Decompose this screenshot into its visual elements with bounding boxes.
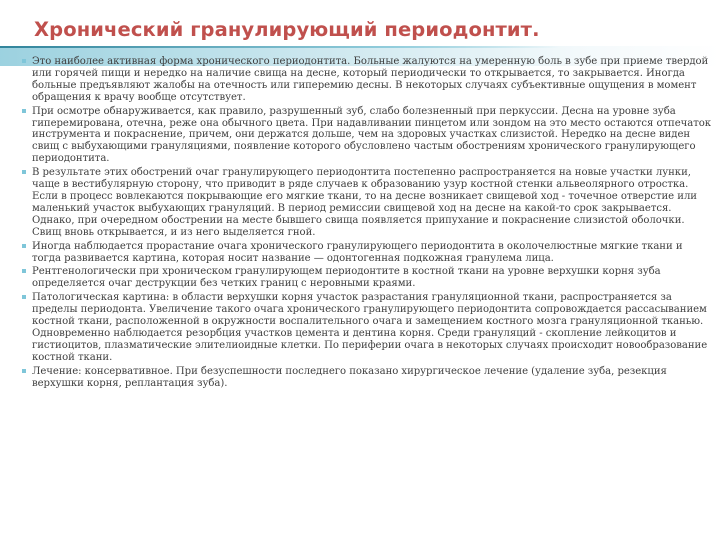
paragraph-granuloma: Иногда наблюдается прорастание очага хронического гранулирующего периодонтита в околочелюстные мягкие ткани и тогда развивается картина, которая носит название — одонтогенная подкожная гранулема лица.	[22, 241, 714, 265]
paragraph-exacerbations: В результате этих обострений очаг гранулирующего периодонтита постепенно распространяется на новые участки лунки, чаще в вестибулярную сторону, что приводит в ряде случаев к образованию узур костной стенки альвеолярного отростка. Если в процесс вовлекаются покрывающие его мягкие ткани, то на десне возникает свищевой ход - точечное отверстие или маленький участок выбухающих грануляций. В период ремиссии свищевой ход на десне на какой-то срок закрывается. Однако, при очередном обострении на месте бывшего свища появляется припухание и покраснение слизистой оболочки. Свищ вновь открывается, и из него выделяется гной.	[22, 167, 714, 238]
slide-title: Хронический гранулирующий периодонтит.	[34, 18, 540, 41]
slide-body	[22, 56, 714, 391]
paragraph-intro-complaints: Это наиболее активная форма хронического периодонтита. Больные жалуются на умеренную боль в зубе при приеме твердой или горячей пищи и нередко на наличие свища на десне, который периодически то открывается, то закрывается. Иногда больные предъявляют жалобы на отечность или гиперемию десны. В некоторых случаях субъективные ощущения в момент обращения к врачу вообще отсутствует.	[22, 56, 714, 104]
paragraph-xray: Рентгенологически при хроническом гранулирующем периодонтите в костной ткани на уровне верхушки корня зуба определяется очаг деструкции без четких границ с неровными краями.	[22, 266, 714, 290]
title-underline	[0, 46, 560, 48]
paragraph-treatment: Лечение: консервативное. При безуспешности последнего показано хирургическое лечение (удаление зуба, резекция верхушки корня, реплантация зуба).	[22, 366, 714, 390]
paragraph-pathology: Патологическая картина: в области верхушки корня участок разрастания грануляционной ткани, распространяется за пределы периодонта. Увеличение такого очага хронического гранулирующего периодонтита сопровождается рассасыванием костной ткани, расположенной в окружности воспалительного очага и замещением костного мозга грануляционной тканью. Одновременно наблюдается резорбция участков цемента и дентина корня. Среди грануляций - скопление лейкоцитов и гистиоцитов, плазматические элителиоидные клетки. По периферии очага в некоторых случаях происходит новообразование костной ткани.	[22, 292, 714, 363]
paragraph-examination: При осмотре обнаруживается, как правило, разрушенный зуб, слабо болезненный при перкуссии. Десна на уровне зуба гиперемирована, отечна, реже она обычного цвета. При надавливании пинцетом или зондом на это место остаются отпечаток инструмента и покраснение, причем, они держатся дольше, чем на здоровых участках слизистой. Нередко на десне виден свищ с выбухающими грануляциями, появление которого обусловлено частым обострениям хронического гранулирующего периодонтита.	[22, 106, 714, 166]
